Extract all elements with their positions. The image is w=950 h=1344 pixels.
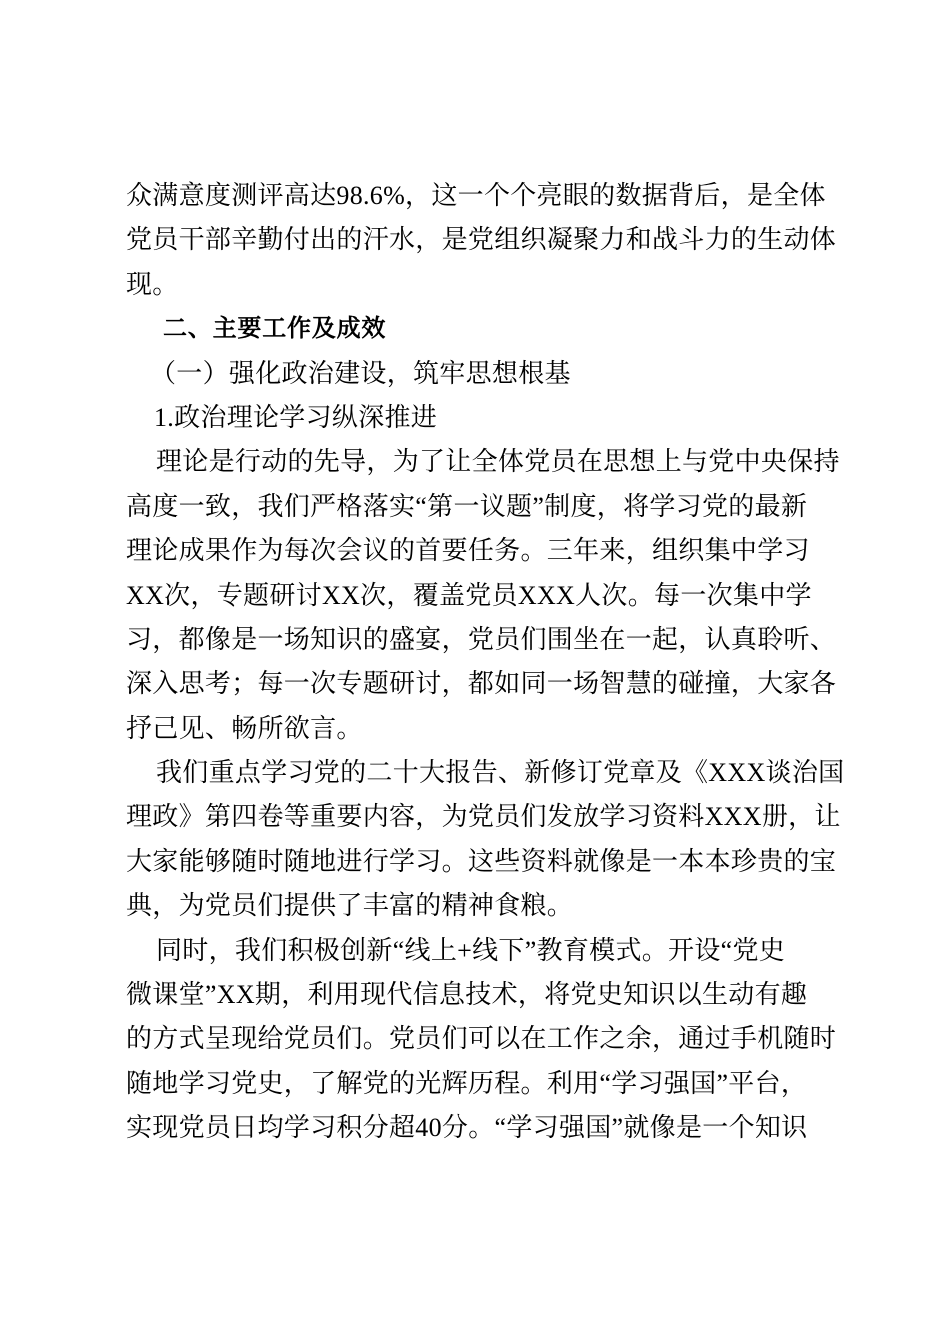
- text-line: 众满意度测评高达98.6%，这一个个亮眼的数据背后，是全体: [126, 181, 826, 210]
- text-line: 大家能够随时随地进行学习。这些资料就像是一本本珍贵的宝: [126, 846, 837, 876]
- text-line: 现。: [126, 269, 179, 299]
- text-line: 同时，我们积极创新“线上+线下”教育模式。开设“党史: [156, 935, 786, 965]
- text-line: 实现党员日均学习积分超40分。“学习强国”就像是一个知识: [126, 1113, 808, 1143]
- text-line: 习，都像是一场知识的盛宴，党员们围坐在一起，认真聆听、: [126, 624, 837, 654]
- text-line: （一）强化政治建设，筑牢思想根基: [150, 358, 571, 388]
- text-line: 抒己见、畅所欲言。: [126, 713, 363, 743]
- text-line: 1.政治理论学习纵深推进: [154, 402, 438, 432]
- document-body: [126, 174, 845, 1151]
- text-line: 党员干部辛勤付出的汗水，是党组织凝聚力和战斗力的生动体: [126, 225, 837, 255]
- heading2: [126, 352, 834, 396]
- paragraph: [126, 174, 837, 307]
- paragraph: [126, 929, 837, 1151]
- text-line: 微课堂”XX期，利用现代信息技术，将党史知识以生动有趣: [126, 980, 808, 1010]
- text-line: 理论成果作为每次会议的首要任务。三年来，组织集中学习: [126, 536, 810, 566]
- paragraph: [126, 751, 845, 929]
- text-line: 高度一致，我们严格落实“第一议题”制度，将学习党的最新: [126, 491, 808, 521]
- text-line: 二、主要工作及成效: [163, 315, 387, 343]
- text-line: XX次，专题研讨XX次，覆盖党员XXX人次。每一次集中学: [126, 580, 812, 610]
- heading3: [126, 396, 834, 440]
- paragraph: [126, 440, 840, 751]
- heading1: [126, 307, 834, 351]
- text-line: 的方式呈现给党员们。党员们可以在工作之余，通过手机随时: [126, 1024, 837, 1054]
- text-line: 随地学习党史，了解党的光辉历程。利用“学习强国”平台，: [126, 1068, 808, 1098]
- text-line: 理政》第四卷等重要内容，为党员们发放学习资料XXX册，让: [126, 802, 841, 832]
- text-line: 深入思考；每一次专题研讨，都如同一场智慧的碰撞，大家各: [126, 669, 837, 699]
- text-line: 我们重点学习党的二十大报告、新修订党章及《XXX谈治国: [156, 758, 845, 788]
- text-line: 理论是行动的先导，为了让全体党员在思想上与党中央保持: [156, 447, 840, 477]
- text-line: 典，为党员们提供了丰富的精神食粮。: [126, 891, 574, 921]
